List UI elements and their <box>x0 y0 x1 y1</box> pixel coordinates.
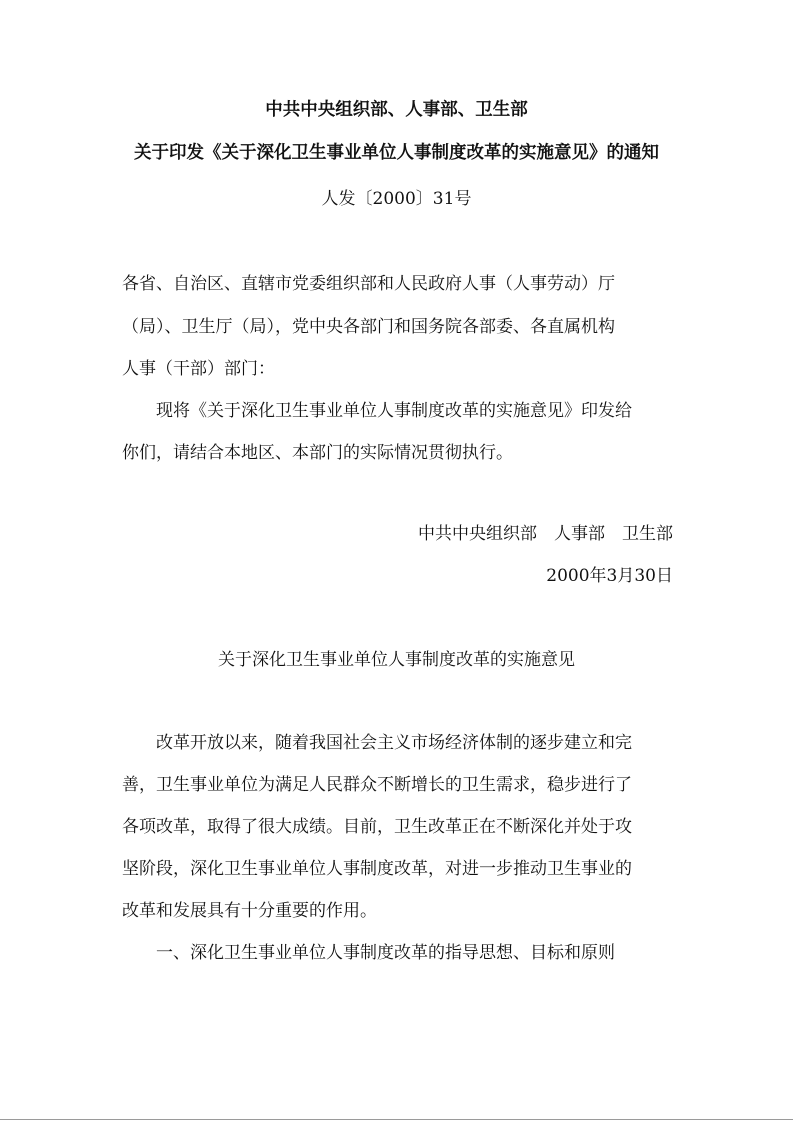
attachment-title: 关于深化卫生事业单位人事制度改革的实施意见 <box>218 650 575 670</box>
intro-paragraph-line: 改革开放以来，随着我国社会主义市场经济体制的逐步建立和完 <box>156 733 632 753</box>
section-heading: 一、深化卫生事业单位人事制度改革的指导思想、目标和原则 <box>156 943 615 963</box>
addressee-line: 人事（干部）部门： <box>122 359 275 379</box>
notice-body-line: 现将《关于深化卫生事业单位人事制度改革的实施意见》印发给 <box>156 401 632 421</box>
intro-paragraph-line: 改革和发展具有十分重要的作用。 <box>122 901 377 921</box>
page-divider <box>0 1119 793 1120</box>
document-number: 人发〔2000〕31号 <box>321 189 472 209</box>
intro-paragraph-line: 坚阶段，深化卫生事业单位人事制度改革，对进一步推动卫生事业的 <box>122 859 632 879</box>
intro-paragraph-line: 各项改革，取得了很大成绩。目前，卫生改革正在不断深化并处于攻 <box>122 817 632 837</box>
addressee-line: （局）、卫生厅（局），党中央各部门和国务院各部委、各直属机构 <box>122 317 615 337</box>
intro-paragraph-line: 善，卫生事业单位为满足人民群众不断增长的卫生需求，稳步进行了 <box>122 775 632 795</box>
signature: 中共中央组织部 人事部 卫生部 <box>418 524 673 544</box>
notice-body-line: 你们，请结合本地区、本部门的实际情况贯彻执行。 <box>122 443 513 463</box>
title-line-1: 中共中央组织部、人事部、卫生部 <box>265 100 528 120</box>
addressee-line: 各省、自治区、直辖市党委组织部和人民政府人事（人事劳动）厅 <box>122 274 615 294</box>
title-line-2: 关于印发《关于深化卫生事业单位人事制度改革的实施意见》的通知 <box>134 143 659 163</box>
issue-date: 2000年3月30日 <box>546 566 673 586</box>
